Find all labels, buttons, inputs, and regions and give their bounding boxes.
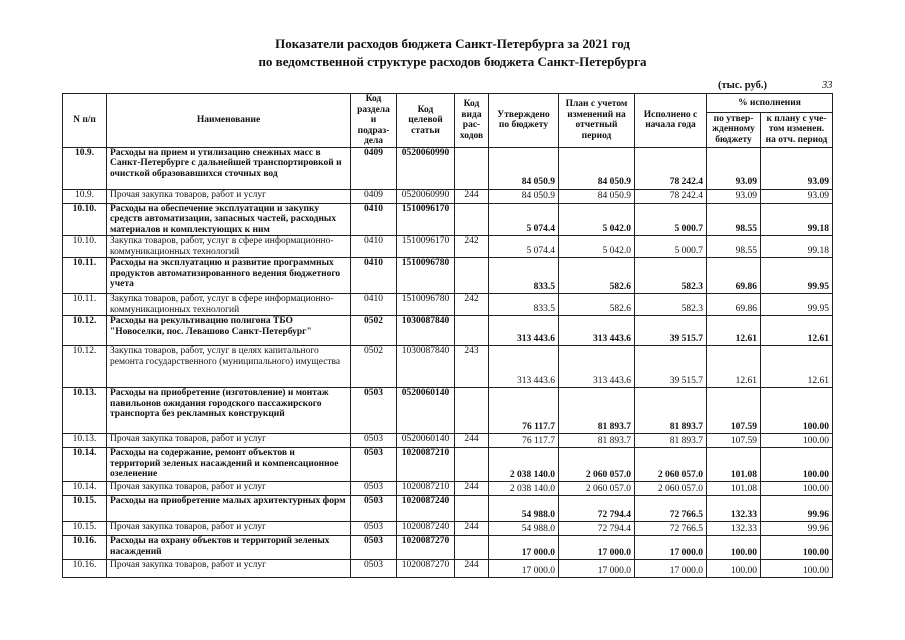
cell-approved: 54 988.0 (489, 496, 559, 522)
cell-executed: 78 242.4 (635, 147, 707, 189)
cell-type: 244 (455, 560, 489, 578)
cell-section: 0410 (351, 258, 397, 294)
cell-plan: 313 443.6 (559, 346, 635, 388)
cell-section: 0502 (351, 346, 397, 388)
cell-approved: 2 038 140.0 (489, 482, 559, 496)
cell-num: 10.16. (63, 536, 107, 560)
cell-name: Прочая закупка товаров, работ и услуг (107, 482, 351, 496)
cell-plan: 582.6 (559, 294, 635, 316)
cell-section: 0503 (351, 536, 397, 560)
table-row (63, 203, 833, 236)
cell-num: 10.11. (63, 294, 107, 316)
cell-type (455, 258, 489, 294)
table-row (63, 258, 833, 294)
cell-approved: 833.5 (489, 258, 559, 294)
cell-type: 242 (455, 294, 489, 316)
cell-pct-plan: 93.09 (761, 147, 833, 189)
cell-pct-plan: 99.96 (761, 496, 833, 522)
cell-plan: 84 050.9 (559, 189, 635, 203)
cell-pct-approved: 101.08 (707, 448, 761, 482)
header-percent: % исполнения (707, 94, 833, 113)
table-row (63, 147, 833, 189)
document-title-line1: Показатели расходов бюджета Санкт-Петербурга за 2021 год (275, 36, 630, 51)
cell-name: Расходы на охрану объектов и территорий зеленых насаждений (107, 536, 351, 560)
cell-approved: 17 000.0 (489, 536, 559, 560)
document-title-line2: по ведомственной структуре расходов бюджета Санкт-Петербурга (258, 54, 647, 69)
cell-pct-approved: 100.00 (707, 536, 761, 560)
cell-pct-plan: 93.09 (761, 189, 833, 203)
cell-num: 10.12. (63, 316, 107, 346)
cell-section: 0503 (351, 560, 397, 578)
cell-plan: 72 794.4 (559, 522, 635, 536)
cell-name: Закупка товаров, работ, услуг в сфере информационно-коммуникационных технологий (107, 236, 351, 258)
table-row (63, 496, 833, 522)
cell-target: 1020087270 (397, 560, 455, 578)
cell-section: 0503 (351, 388, 397, 434)
cell-approved: 2 038 140.0 (489, 448, 559, 482)
cell-type (455, 496, 489, 522)
header-pct-plan: к плану с уче-том изменен. на отч. период (761, 112, 833, 147)
cell-target: 1510096780 (397, 258, 455, 294)
cell-plan: 5 042.0 (559, 236, 635, 258)
cell-approved: 5 074.4 (489, 236, 559, 258)
cell-executed: 5 000.7 (635, 203, 707, 236)
header-pct-approved: по утвер-жденному бюджету (707, 112, 761, 147)
cell-name: Закупка товаров, работ, услуг в сфере информационно-коммуникационных технологий (107, 294, 351, 316)
cell-pct-approved: 98.55 (707, 203, 761, 236)
cell-pct-plan: 100.00 (761, 448, 833, 482)
cell-plan: 582.6 (559, 258, 635, 294)
cell-num: 10.9. (63, 147, 107, 189)
cell-target: 1030087840 (397, 346, 455, 388)
cell-plan: 72 794.4 (559, 496, 635, 522)
cell-target: 0520060990 (397, 189, 455, 203)
cell-section: 0410 (351, 203, 397, 236)
cell-approved: 84 050.9 (489, 189, 559, 203)
cell-num: 10.12. (63, 346, 107, 388)
cell-plan: 84 050.9 (559, 147, 635, 189)
table-row (63, 346, 833, 388)
cell-type: 243 (455, 346, 489, 388)
cell-section: 0409 (351, 147, 397, 189)
cell-pct-approved: 12.61 (707, 346, 761, 388)
cell-section: 0503 (351, 434, 397, 448)
cell-pct-plan: 12.61 (761, 346, 833, 388)
cell-name: Закупка товаров, работ, услуг в целях капитального ремонта государственного (муниципального) имущества (107, 346, 351, 388)
cell-executed: 17 000.0 (635, 536, 707, 560)
cell-pct-approved: 107.59 (707, 388, 761, 434)
table-row (63, 316, 833, 346)
cell-section: 0503 (351, 496, 397, 522)
cell-executed: 39 515.7 (635, 316, 707, 346)
cell-type: 242 (455, 236, 489, 258)
cell-name: Прочая закупка товаров, работ и услуг (107, 522, 351, 536)
header-approved: Утверждено по бюджету (489, 94, 559, 148)
units-label: (тыс. руб.) (718, 80, 767, 91)
cell-pct-approved: 132.33 (707, 496, 761, 522)
cell-num: 10.11. (63, 258, 107, 294)
cell-pct-plan: 99.18 (761, 236, 833, 258)
cell-section: 0503 (351, 448, 397, 482)
cell-target: 0520060140 (397, 434, 455, 448)
cell-type (455, 536, 489, 560)
cell-type (455, 388, 489, 434)
cell-pct-approved: 101.08 (707, 482, 761, 496)
cell-num: 10.10. (63, 236, 107, 258)
cell-target: 0520060990 (397, 147, 455, 189)
table-row (63, 482, 833, 496)
cell-target: 1020087210 (397, 448, 455, 482)
cell-pct-plan: 100.00 (761, 536, 833, 560)
table-body (63, 147, 833, 578)
cell-plan: 17 000.0 (559, 536, 635, 560)
cell-executed: 81 893.7 (635, 388, 707, 434)
cell-pct-approved: 69.86 (707, 258, 761, 294)
cell-pct-plan: 99.95 (761, 258, 833, 294)
cell-pct-approved: 93.09 (707, 189, 761, 203)
page-number: 33 (822, 80, 833, 91)
cell-pct-plan: 100.00 (761, 434, 833, 448)
cell-pct-plan: 99.18 (761, 203, 833, 236)
header-plan: План с учетом изменений на отчетный период (559, 94, 635, 148)
cell-target: 1020087240 (397, 496, 455, 522)
cell-pct-plan: 100.00 (761, 482, 833, 496)
cell-executed: 81 893.7 (635, 434, 707, 448)
table-row (63, 388, 833, 434)
cell-executed: 39 515.7 (635, 346, 707, 388)
cell-approved: 84 050.9 (489, 147, 559, 189)
cell-section: 0409 (351, 189, 397, 203)
cell-approved: 76 117.7 (489, 388, 559, 434)
cell-approved: 313 443.6 (489, 316, 559, 346)
expenses-table (62, 93, 833, 578)
cell-executed: 72 766.5 (635, 496, 707, 522)
cell-approved: 5 074.4 (489, 203, 559, 236)
cell-name: Прочая закупка товаров, работ и услуг (107, 560, 351, 578)
header-target-code: Код целевой статьи (397, 94, 455, 148)
cell-executed: 17 000.0 (635, 560, 707, 578)
cell-plan: 2 060 057.0 (559, 482, 635, 496)
header-executed: Исполнено с начала года (635, 94, 707, 148)
cell-num: 10.15. (63, 522, 107, 536)
cell-type: 244 (455, 189, 489, 203)
cell-executed: 582.3 (635, 258, 707, 294)
cell-num: 10.10. (63, 203, 107, 236)
cell-section: 0502 (351, 316, 397, 346)
cell-target: 1030087840 (397, 316, 455, 346)
cell-name: Расходы на рекультивацию полигона ТБО "Новоселки, пос. Левашово Санкт-Петербург" (107, 316, 351, 346)
cell-executed: 582.3 (635, 294, 707, 316)
table-row (63, 560, 833, 578)
cell-pct-plan: 100.00 (761, 560, 833, 578)
table-row (63, 522, 833, 536)
cell-name: Расходы на приобретение малых архитектурных форм (107, 496, 351, 522)
cell-num: 10.13. (63, 434, 107, 448)
cell-target: 1020087270 (397, 536, 455, 560)
cell-name: Расходы на приобретение (изготовление) и монтаж павильонов ожидания городского пассажирского транспорта без рекламных конструкций (107, 388, 351, 434)
cell-name: Расходы на эксплуатацию и развитие программных продуктов автоматизированного ведения бюджетного учета (107, 258, 351, 294)
cell-num: 10.14. (63, 448, 107, 482)
cell-pct-plan: 99.95 (761, 294, 833, 316)
cell-approved: 76 117.7 (489, 434, 559, 448)
table-row (63, 434, 833, 448)
cell-approved: 54 988.0 (489, 522, 559, 536)
cell-pct-approved: 98.55 (707, 236, 761, 258)
cell-plan: 2 060 057.0 (559, 448, 635, 482)
table-row (63, 189, 833, 203)
cell-target: 1020087240 (397, 522, 455, 536)
cell-target: 1510096170 (397, 236, 455, 258)
cell-num: 10.14. (63, 482, 107, 496)
cell-executed: 5 000.7 (635, 236, 707, 258)
cell-pct-plan: 12.61 (761, 316, 833, 346)
cell-section: 0410 (351, 236, 397, 258)
table-row (63, 236, 833, 258)
header-num: N п/п (63, 94, 107, 148)
cell-name: Расходы на содержание, ремонт объектов и территорий зеленых насаждений и компенсационное озеленение (107, 448, 351, 482)
cell-num: 10.15. (63, 496, 107, 522)
cell-type (455, 147, 489, 189)
cell-name: Прочая закупка товаров, работ и услуг (107, 189, 351, 203)
cell-plan: 81 893.7 (559, 388, 635, 434)
cell-type: 244 (455, 522, 489, 536)
cell-type (455, 203, 489, 236)
cell-pct-approved: 12.61 (707, 316, 761, 346)
header-type-code: Код вида рас-ходов (455, 94, 489, 148)
cell-section: 0410 (351, 294, 397, 316)
cell-executed: 2 060 057.0 (635, 482, 707, 496)
table-row (63, 536, 833, 560)
table-row (63, 294, 833, 316)
cell-name: Расходы на прием и утилизацию снежных масс в Санкт-Петербурге с дальнейшей транспортировкой и очисткой образовавшихся сточных вод (107, 147, 351, 189)
cell-num: 10.16. (63, 560, 107, 578)
cell-section: 0503 (351, 522, 397, 536)
cell-target: 1510096780 (397, 294, 455, 316)
header-section-code: Код раздела и подраз-дела (351, 94, 397, 148)
cell-num: 10.13. (63, 388, 107, 434)
cell-num: 10.9. (63, 189, 107, 203)
cell-target: 1510096170 (397, 203, 455, 236)
cell-pct-approved: 132.33 (707, 522, 761, 536)
cell-pct-approved: 93.09 (707, 147, 761, 189)
cell-pct-approved: 100.00 (707, 560, 761, 578)
cell-type (455, 448, 489, 482)
cell-plan: 81 893.7 (559, 434, 635, 448)
cell-name: Расходы на обеспечение эксплуатации и закупку средств автоматизации, запасных частей, расходных материалов и комплектующих к ним (107, 203, 351, 236)
cell-executed: 2 060 057.0 (635, 448, 707, 482)
cell-pct-plan: 99.96 (761, 522, 833, 536)
cell-pct-approved: 69.86 (707, 294, 761, 316)
cell-approved: 833.5 (489, 294, 559, 316)
cell-name: Прочая закупка товаров, работ и услуг (107, 434, 351, 448)
cell-plan: 17 000.0 (559, 560, 635, 578)
header-name: Наименование (107, 94, 351, 148)
cell-type: 244 (455, 482, 489, 496)
cell-target: 0520060140 (397, 388, 455, 434)
cell-target: 1020087210 (397, 482, 455, 496)
cell-section: 0503 (351, 482, 397, 496)
cell-type: 244 (455, 434, 489, 448)
cell-approved: 313 443.6 (489, 346, 559, 388)
cell-executed: 72 766.5 (635, 522, 707, 536)
table-row (63, 448, 833, 482)
cell-type (455, 316, 489, 346)
cell-plan: 313 443.6 (559, 316, 635, 346)
cell-pct-approved: 107.59 (707, 434, 761, 448)
cell-approved: 17 000.0 (489, 560, 559, 578)
cell-pct-plan: 100.00 (761, 388, 833, 434)
cell-executed: 78 242.4 (635, 189, 707, 203)
cell-plan: 5 042.0 (559, 203, 635, 236)
